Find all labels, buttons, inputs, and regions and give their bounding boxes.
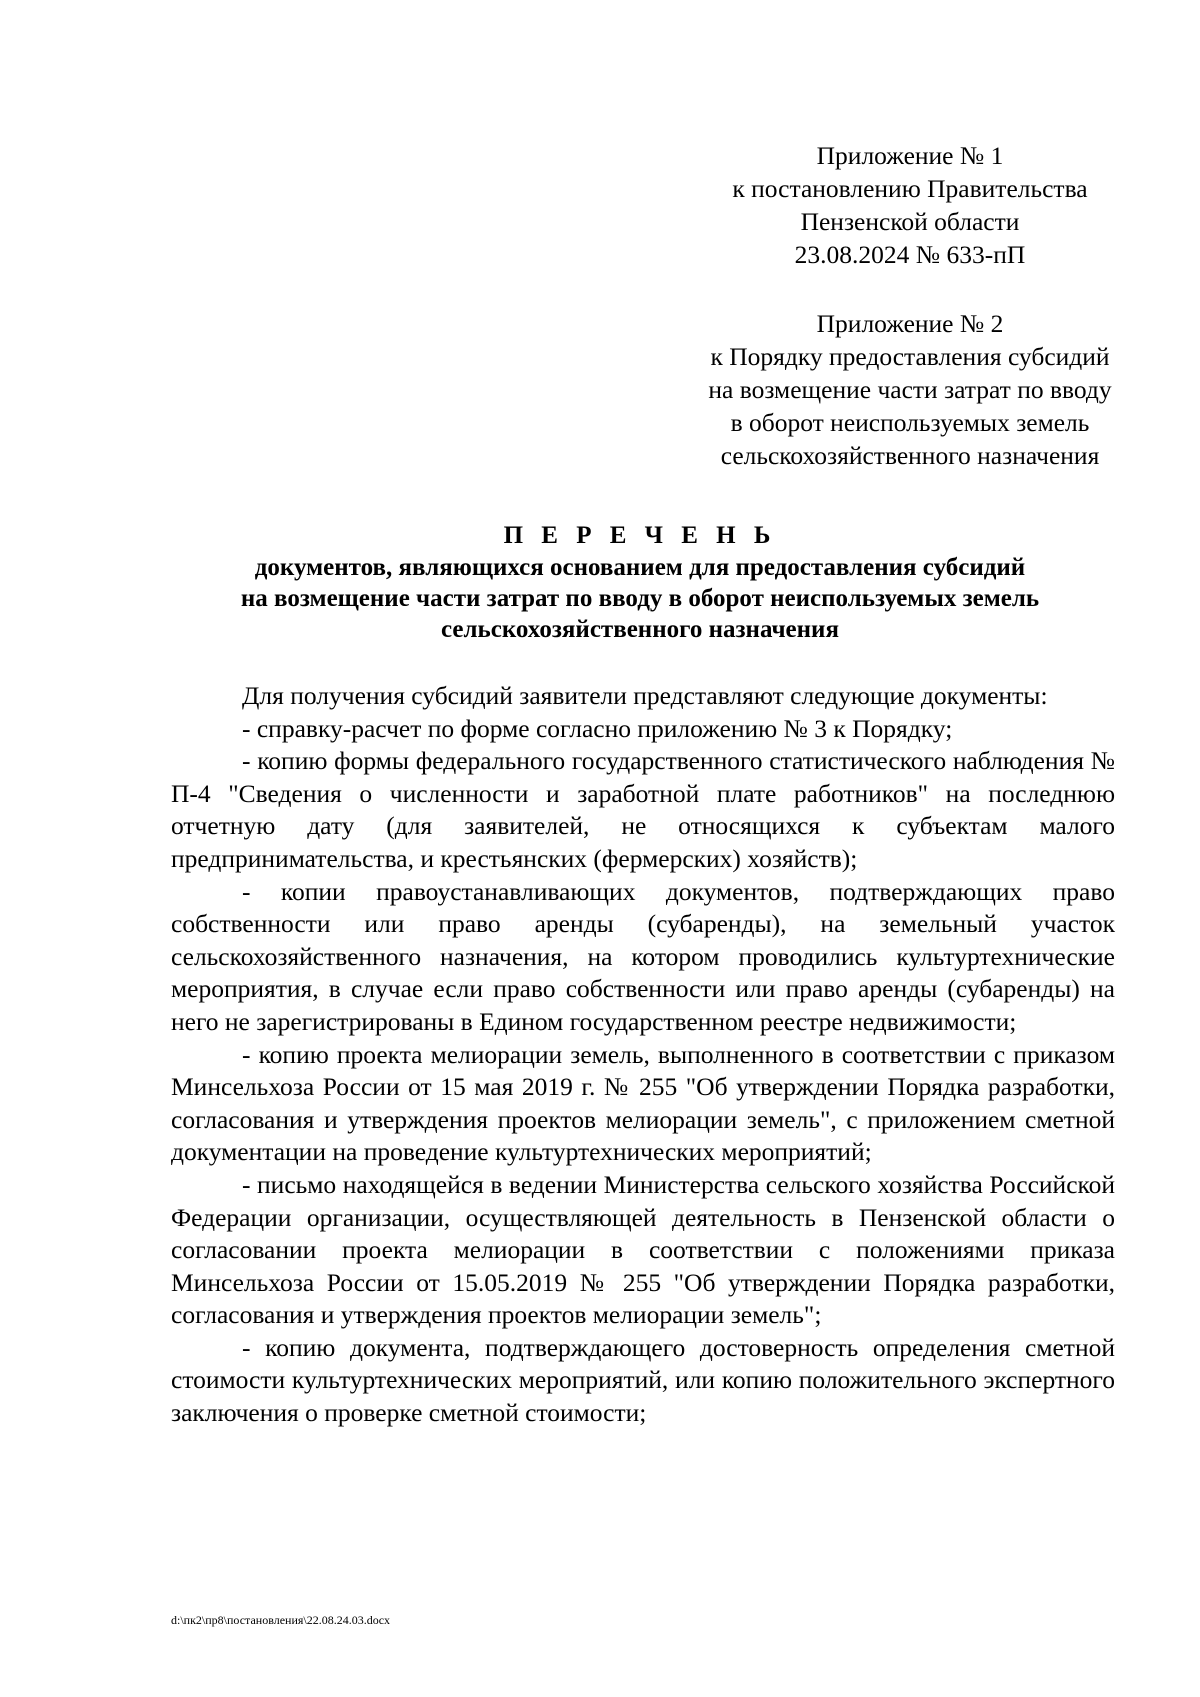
document-heading: [160, 520, 1120, 645]
body-intro-paragraph: Для получения субсидий заявители представляют следующие документы:: [242, 681, 1048, 710]
list-item: - письмо находящейся в ведении Министерства сельского хозяйства Российской Федерации организации, осуществляющей деятельность в Пензенской области о согласовании проекта мелиорации в соответствии с положениями приказа Минсельхоза России от 15.05.2019 № 255 "Об утверждении Порядка разработки, согласования и утверждения проектов мелиорации земель";: [171, 1169, 1115, 1330]
list-item: - копию проекта мелиорации земель, выполненного в соответствии с приказом Минсельхоза России от 15 мая 2019 г. № 255 "Об утверждении Порядка разработки, согласования и утверждения проектов мелиорации земель", с приложением сметной документации на проведение культуртехнических мероприятий;: [171, 1039, 1115, 1167]
footer-file-path: d:\пк2\пр8\постановления\22.08.24.03.docx: [171, 1613, 391, 1627]
list-item: - справку-расчет по форме согласно приложению № 3 к Порядку;: [242, 713, 953, 743]
appendix-1-block: [700, 139, 1120, 271]
appendix-2-ref-line-2: на возмещение части затрат по вводу: [708, 375, 1112, 404]
list-item: - копию формы федерального государственного статистического наблюдения № П-4 "Сведения о численности и заработной плате работников" на последнюю отчетную дату (для заявителей, не относящихся к субъектам малого предпринимательства, и крестьянских (фермерских) хозяйств);: [171, 746, 1115, 873]
appendix-1-region: Пензенской области: [800, 207, 1020, 236]
appendix-2-title: Приложение № 2: [816, 309, 1004, 338]
document-subtitle-line-1: документов, являющихся основанием для предоставления субсидий: [254, 554, 1026, 581]
appendix-2-block: [650, 307, 1170, 472]
document-subtitle-line-2: на возмещение части затрат по вводу в оборот неиспользуемых земель: [240, 585, 1040, 612]
document-body: [171, 680, 1115, 1430]
appendix-2-ref-line-1: к Порядку предоставления субсидий: [710, 342, 1110, 371]
document-subtitle-line-3: сельскохозяйственного назначения: [441, 616, 839, 643]
appendix-1-title: Приложение № 1: [816, 141, 1004, 170]
list-item: - копии правоустанавливающих документов, подтверждающих право собственности или право аренды (субаренды), на земельный участок сельскохозяйственного назначения, на котором проводились культуртехнические мероприятия, в случае если право собственности или право аренды (субаренды) на него не зарегистрированы в Едином государственном реестре недвижимости;: [171, 876, 1115, 1036]
appendix-1-date-number: 23.08.2024 № 633-пП: [794, 240, 1026, 269]
document-title: П Е Р Е Ч Е Н Ь: [503, 522, 777, 549]
appendix-1-ref: к постановлению Правительства: [732, 174, 1088, 203]
appendix-2-ref-line-3: в оборот неиспользуемых земель: [730, 408, 1090, 437]
appendix-2-ref-line-4: сельскохозяйственного назначения: [720, 441, 1100, 470]
list-item: - копию документа, подтверждающего достоверность определения сметной стоимости культуртехнических мероприятий, или копию положительного экспертного заключения о проверке сметной стоимости;: [171, 1332, 1115, 1428]
